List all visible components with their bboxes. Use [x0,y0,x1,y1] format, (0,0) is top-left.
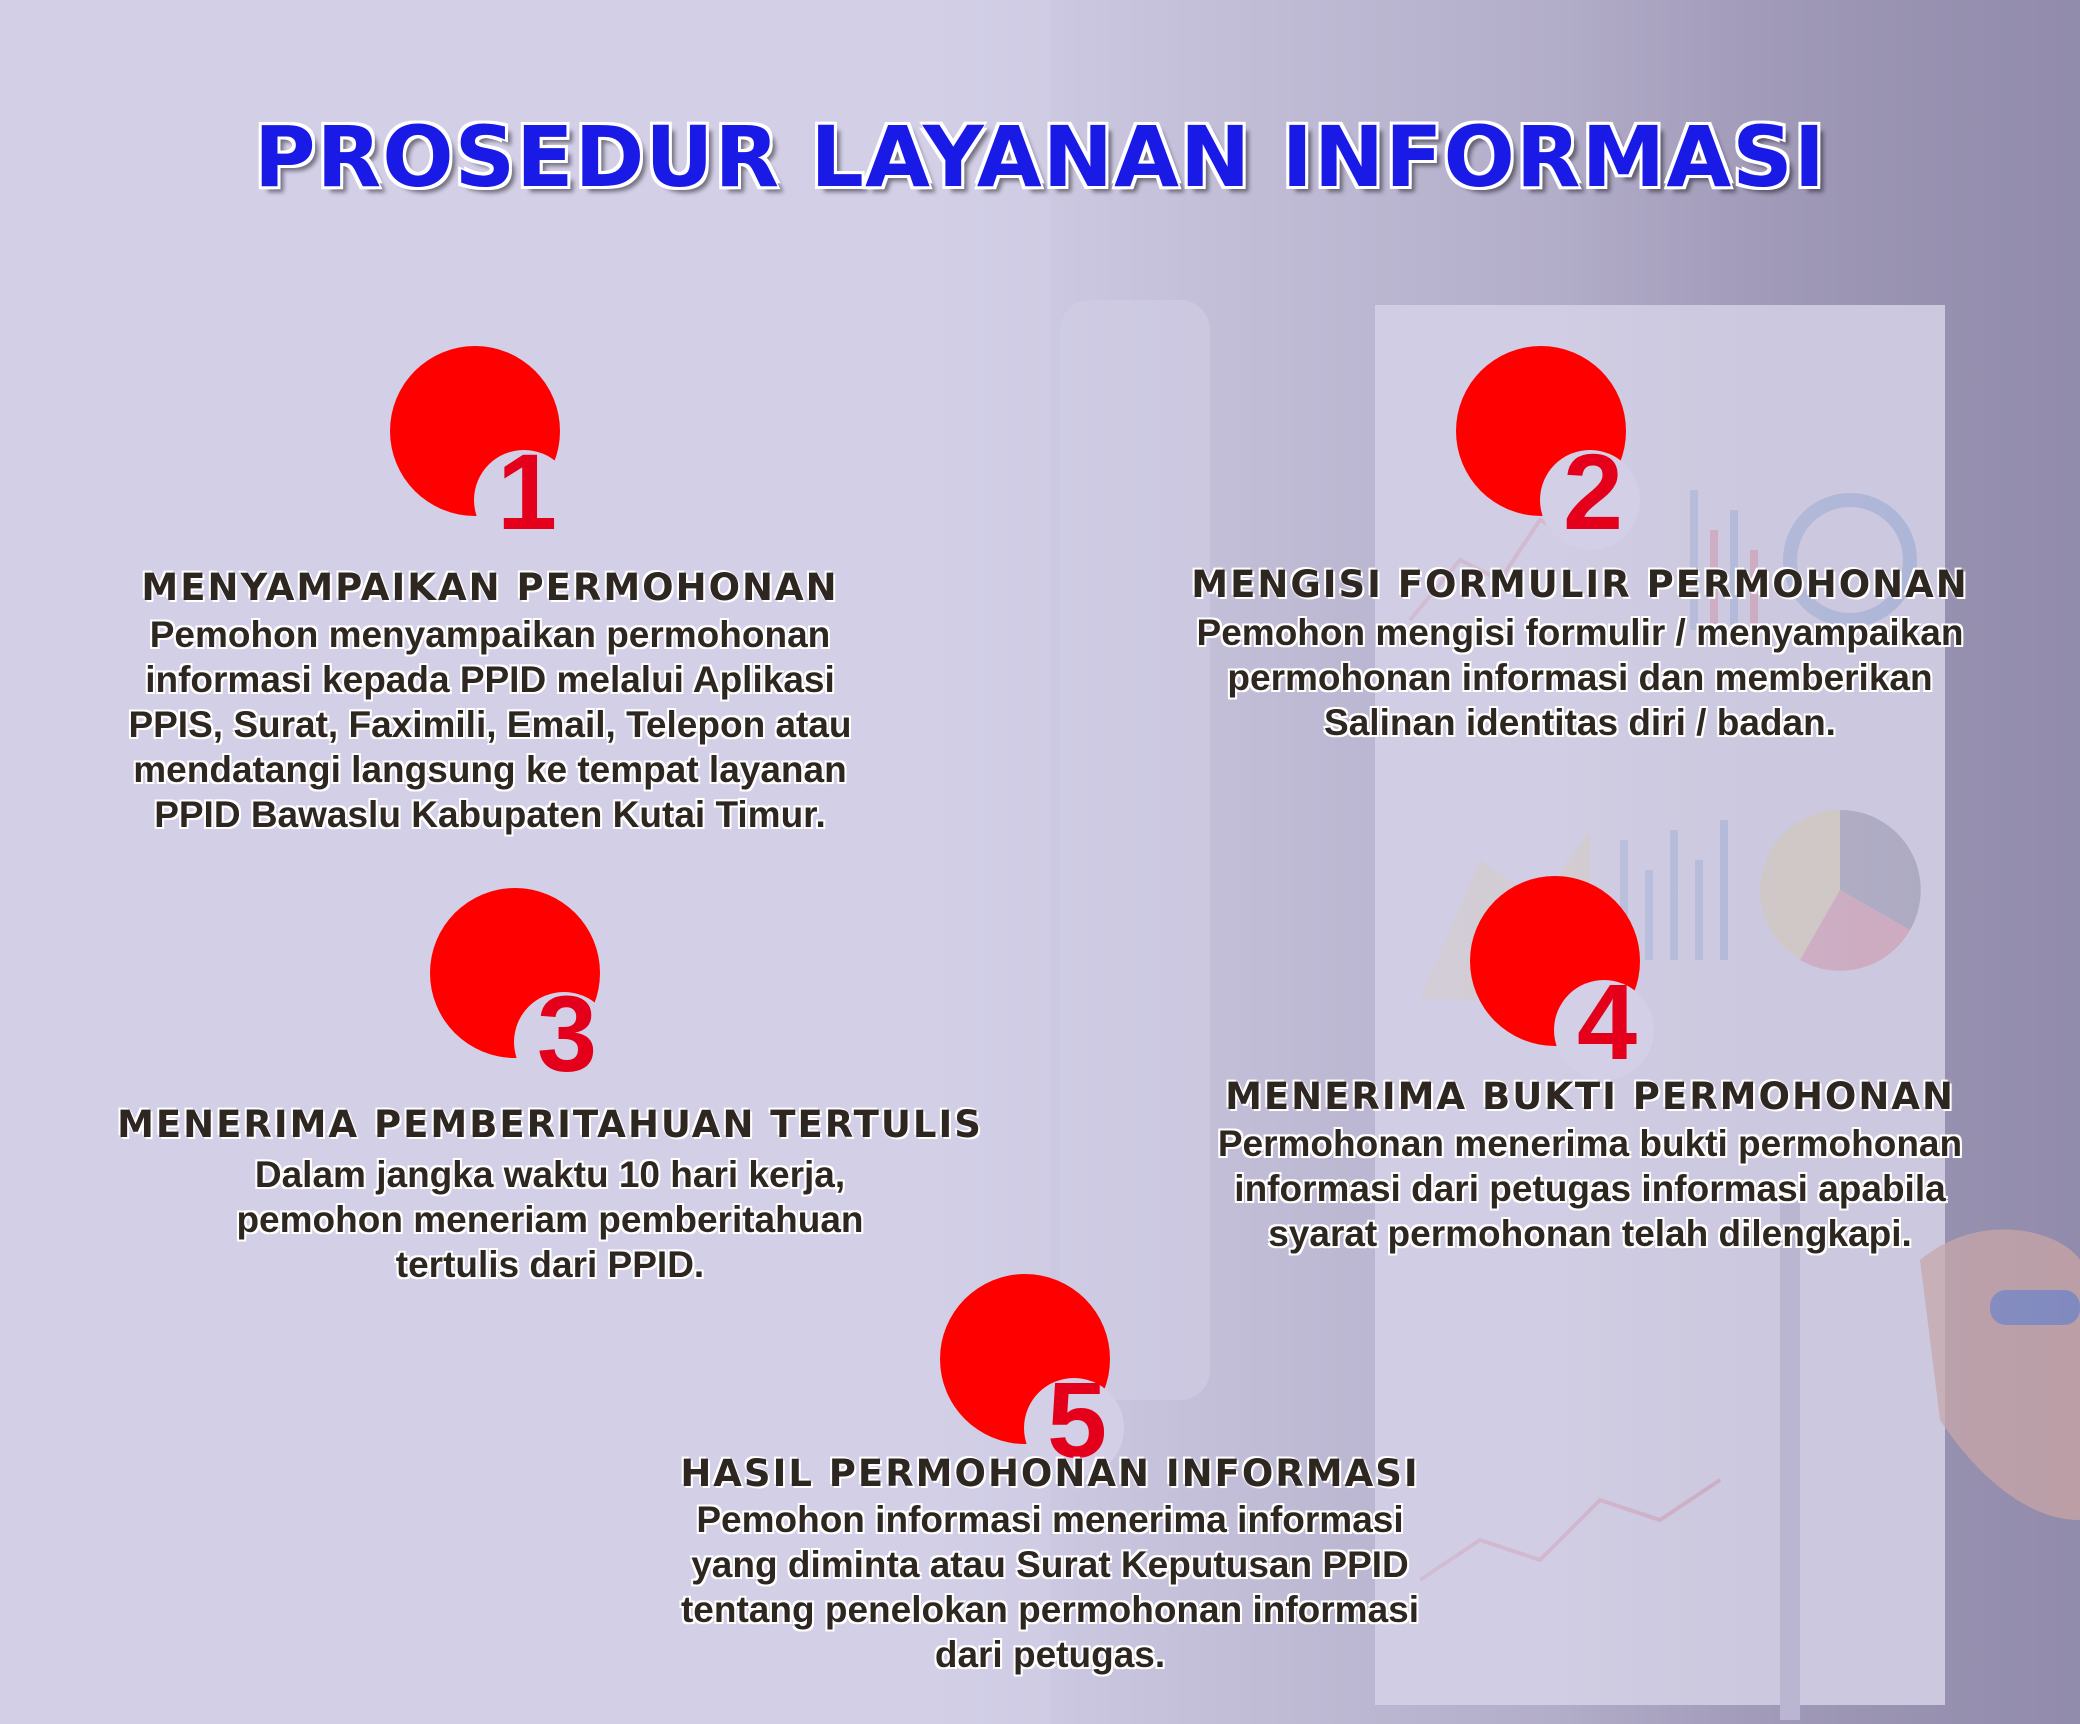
step-2-description: Pemohon mengisi formulir / menyampaikan permohonan informasi dan memberikan Salinan identitas diri / badan. [1196,612,1964,743]
page-title: PROSEDUR LAYANAN INFORMASI [254,108,1826,206]
step-3-description: Dalam jangka waktu 10 hari kerja, pemohon meneriam pemberitahuan tertulis dari PPID. [236,1154,864,1285]
step-1-description: Pemohon menyampaikan permohonan informasi kepada PPID melalui Aplikasi PPIS, Surat, Faximili, Email, Telepon atau mendatangi langsung ke tempat layanan PPID Bawaslu Kabupaten Kutai Timur. [128,614,852,835]
step-2-badge [1456,346,1636,552]
step-number: 4 [1576,961,1638,1082]
step-3-title: MENERIMA PEMBERITAHUAN TERTULIS [117,1103,983,1146]
step-1-badge [390,346,570,552]
step-4-badge [1470,876,1650,1082]
step-4-title: MENERIMA BUKTI PERMOHONAN [1225,1075,1955,1118]
step-number: 1 [496,431,558,552]
step-2-title: MENGISI FORMULIR PERMOHONAN [1191,563,1969,606]
step-5-description: Pemohon informasi menerima informasi yang diminta atau Surat Keputusan PPID tentang penelokan permohonan informasi dari petugas. [680,1499,1420,1675]
step-3-badge [430,888,610,1094]
step-5-title: HASIL PERMOHONAN INFORMASI [680,1452,1420,1495]
step-4-description: Permohonan menerima bukti permohonan informasi dari petugas informasi apabila syarat permohonan telah dilengkapi. [1217,1123,1963,1254]
step-number: 3 [536,973,598,1094]
step-1-title: MENYAMPAIKAN PERMOHONAN [141,566,839,609]
step-number: 2 [1562,431,1624,552]
step-number: 5 [1046,1359,1108,1480]
step-5-badge [940,1274,1120,1480]
